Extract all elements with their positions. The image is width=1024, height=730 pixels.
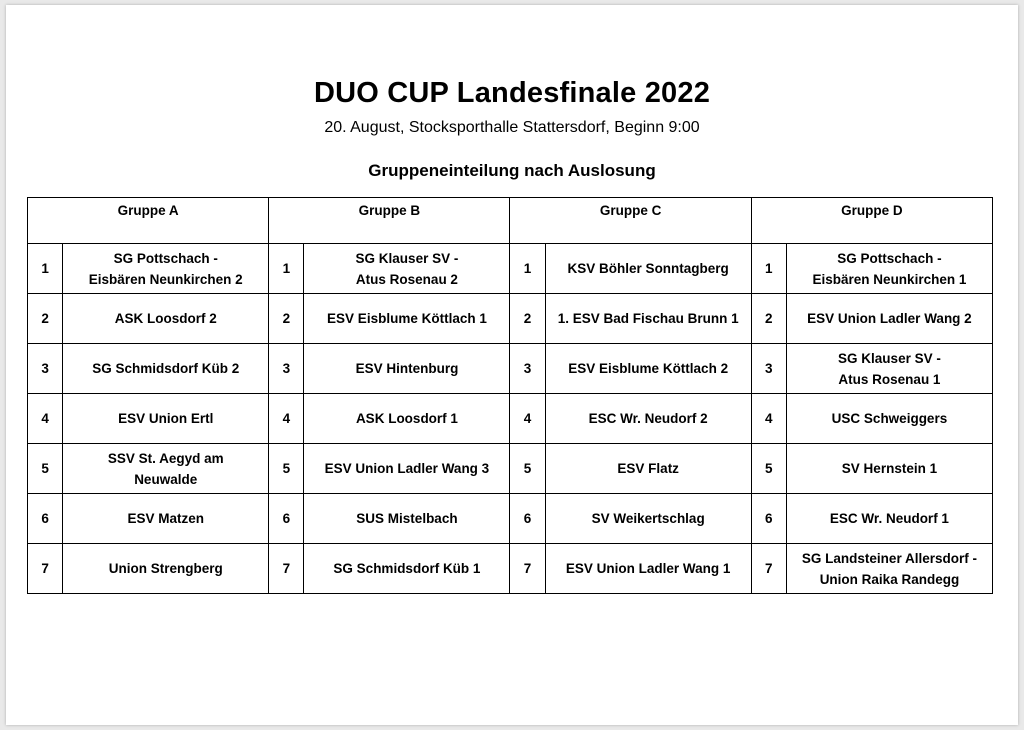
group-d-team: [786, 394, 992, 444]
group-c-team: [545, 444, 751, 494]
group-b-position: 2: [269, 294, 304, 344]
group-c-position: 4: [510, 394, 545, 444]
group-a-position: 7: [28, 544, 63, 594]
group-c-team: [545, 394, 751, 444]
group-c-position: 6: [510, 494, 545, 544]
team-name-line1: SG Schmidsdorf Küb 1: [333, 561, 481, 576]
group-d-position: 3: [751, 344, 786, 394]
team-name-line2: Eisbären Neunkirchen 1: [812, 271, 967, 287]
team-name-line1: ESC Wr. Neudorf 1: [829, 511, 949, 526]
group-b-position: 5: [269, 444, 304, 494]
team-name-line1: SG Klauser SV -: [355, 250, 459, 266]
team-name-line1: ASK Loosdorf 1: [355, 411, 458, 426]
group-a-position: 6: [28, 494, 63, 544]
team-name-line1: SSV St. Aegyd am: [107, 450, 224, 466]
team-name-line1: KSV Böhler Sonntagberg: [567, 261, 729, 276]
team-name-line1: SV Hernstein 1: [841, 461, 938, 476]
group-c-team: [545, 294, 751, 344]
group-b-position: 6: [269, 494, 304, 544]
group-d-position: 2: [751, 294, 786, 344]
team-name-line2: Atus Rosenau 1: [838, 371, 941, 387]
group-d-team: [786, 294, 992, 344]
group-a-team: [63, 394, 269, 444]
table-row: [28, 544, 993, 594]
group-c-team: [545, 494, 751, 544]
group-b-position: 7: [269, 544, 304, 594]
group-b-team: [304, 344, 510, 394]
team-name-line1: ESV Matzen: [127, 511, 204, 526]
group-c-position: 7: [510, 544, 545, 594]
team-name-line1: SV Weikertschlag: [591, 511, 705, 526]
table-row: [28, 394, 993, 444]
group-b-team: [304, 394, 510, 444]
group-c-position: 1: [510, 244, 545, 294]
group-d-position: 5: [751, 444, 786, 494]
team-name-line1: ESV Eisblume Köttlach 2: [568, 361, 729, 376]
group-a-team: [63, 444, 269, 494]
group-a-team: [63, 344, 269, 394]
team-name-line1: ESV Hintenburg: [355, 361, 459, 376]
team-name-line1: SUS Mistelbach: [356, 511, 458, 526]
group-c-header: Gruppe C: [510, 198, 751, 244]
group-a-position: 5: [28, 444, 63, 494]
group-a-position: 3: [28, 344, 63, 394]
group-d-header: Gruppe D: [751, 198, 992, 244]
group-d-team: [786, 544, 992, 594]
document-title: DUO CUP Landesfinale 2022: [313, 77, 711, 109]
group-a-header: Gruppe A: [28, 198, 269, 244]
group-b-team: [304, 244, 510, 294]
group-d-team: [786, 244, 992, 294]
team-name-line1: SG Pottschach -: [837, 250, 942, 266]
group-b-team: [304, 444, 510, 494]
team-name-line1: ESV Eisblume Köttlach 1: [327, 311, 487, 326]
team-name-line1: ASK Loosdorf 2: [114, 311, 217, 326]
group-header-row: [28, 198, 993, 244]
team-name-line1: ESV Flatz: [617, 461, 679, 476]
document-page: [6, 5, 1018, 725]
group-d-position: 6: [751, 494, 786, 544]
group-b-team: [304, 294, 510, 344]
team-name-line1: 1. ESV Bad Fischau Brunn 1: [557, 311, 739, 326]
team-name-line1: ESV Union Ertl: [118, 411, 214, 426]
group-a-position: 4: [28, 394, 63, 444]
team-name-line2: Eisbären Neunkirchen 2: [88, 271, 243, 287]
document-subtitle: 20. August, Stocksporthalle Stattersdorf, Beginn 9:00: [324, 119, 700, 136]
group-table: [27, 197, 993, 594]
table-row: [28, 244, 993, 294]
team-name-line1: Union Strengberg: [108, 561, 223, 576]
group-c-position: 2: [510, 294, 545, 344]
table-row: [28, 294, 993, 344]
team-name-line1: SG Schmidsdorf Küb 2: [92, 361, 240, 376]
group-c-position: 3: [510, 344, 545, 394]
group-a-team: [63, 494, 269, 544]
team-name-line1: USC Schweiggers: [831, 411, 948, 426]
group-d-team: [786, 494, 992, 544]
table-row: [28, 344, 993, 394]
team-name-line2: Neuwalde: [134, 471, 198, 487]
team-name-line1: SG Pottschach -: [113, 250, 218, 266]
group-b-team: [304, 544, 510, 594]
team-name-line2: Union Raika Randegg: [819, 571, 960, 587]
group-d-team: [786, 344, 992, 394]
group-a-team: [63, 294, 269, 344]
group-c-team: [545, 344, 751, 394]
team-name-line1: SG Klauser SV -: [838, 350, 941, 366]
team-name-line1: ESC Wr. Neudorf 2: [588, 411, 708, 426]
group-d-position: 4: [751, 394, 786, 444]
group-d-position: 7: [751, 544, 786, 594]
group-table-body: [28, 244, 993, 594]
team-name-line2: Atus Rosenau 2: [355, 271, 458, 287]
group-d-position: 1: [751, 244, 786, 294]
group-a-team: [63, 244, 269, 294]
group-c-position: 5: [510, 444, 545, 494]
group-a-position: 2: [28, 294, 63, 344]
group-b-position: 3: [269, 344, 304, 394]
table-row: [28, 444, 993, 494]
group-a-position: 1: [28, 244, 63, 294]
team-name-line1: SG Landsteiner Allersdorf -: [801, 550, 977, 566]
team-name-line1: ESV Union Ladler Wang 2: [807, 311, 972, 326]
section-heading: Gruppeneinteilung nach Auslosung: [368, 161, 656, 180]
table-row: [28, 494, 993, 544]
group-b-position: 1: [269, 244, 304, 294]
group-b-header: Gruppe B: [269, 198, 510, 244]
group-d-team: [786, 444, 992, 494]
group-c-team: [545, 244, 751, 294]
group-b-position: 4: [269, 394, 304, 444]
team-name-line1: ESV Union Ladler Wang 1: [565, 561, 731, 576]
group-b-team: [304, 494, 510, 544]
group-c-team: [545, 544, 751, 594]
team-name-line1: ESV Union Ladler Wang 3: [324, 461, 490, 476]
group-a-team: [63, 544, 269, 594]
